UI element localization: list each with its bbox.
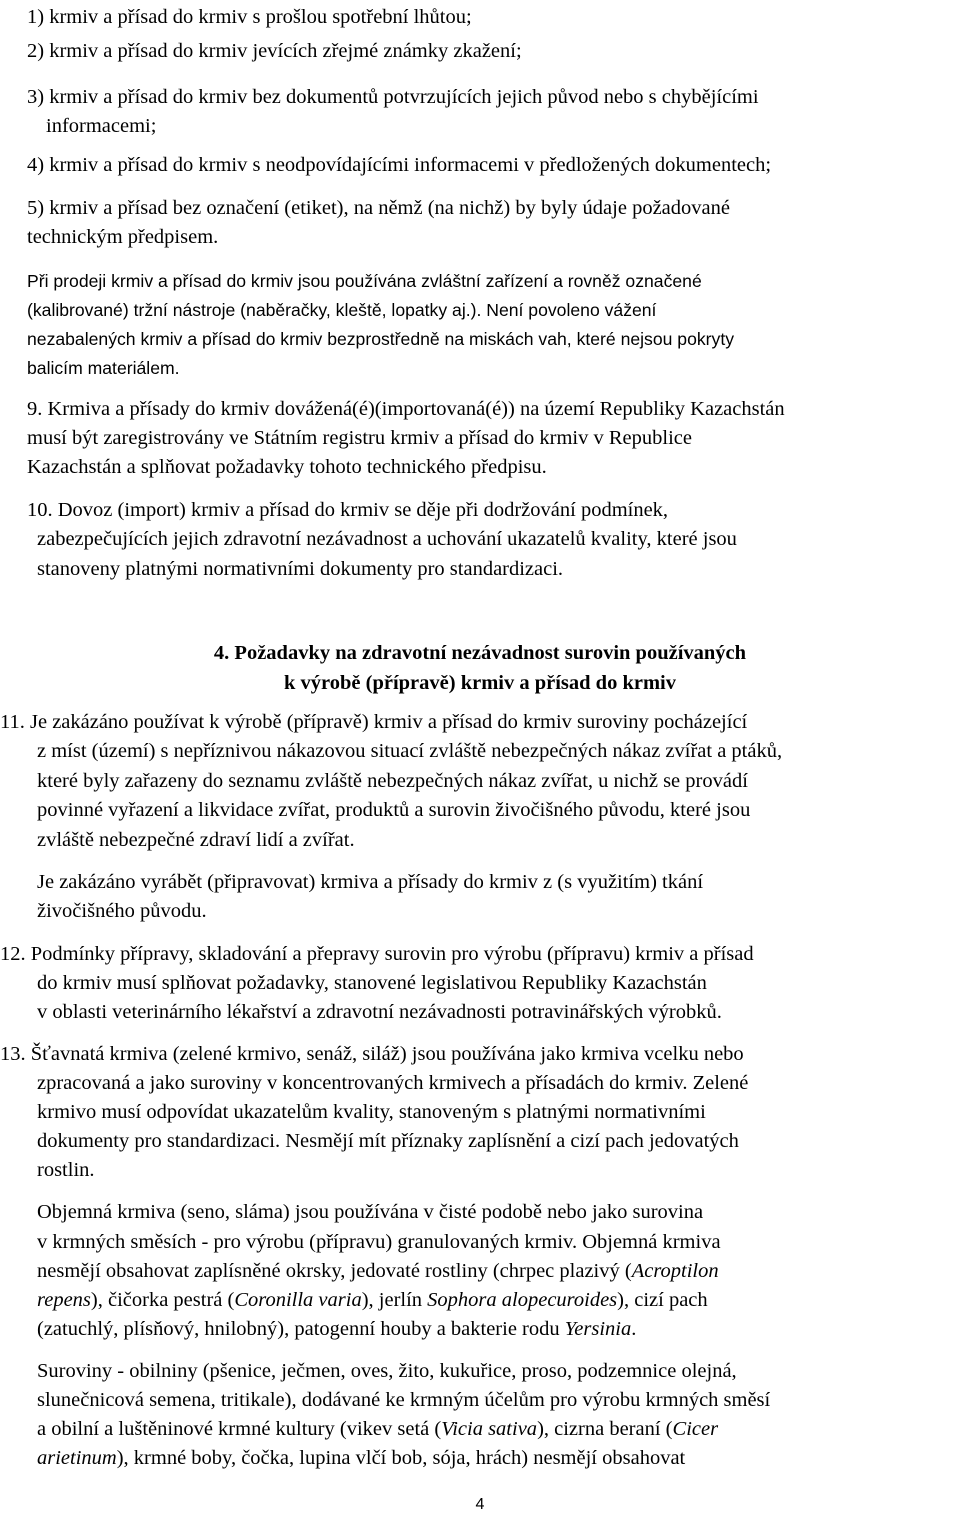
bulk-para-line-3-text: nesmějí obsahovat zaplísněné okrsky, jedovaté rostliny (chrpec plazivý ( [37, 1260, 632, 1282]
item-10-line-3: stanoveny platnými normativními dokumenty pro standardizaci. [37, 558, 564, 580]
sale-para-line-1: Při prodeji krmiv a přísad do krmiv jsou používána zvláštní zařízení a rovněž označené [27, 271, 702, 291]
page-number: 4 [475, 1496, 485, 1513]
bulk-para-line-1: Objemná krmiva (seno, sláma) jsou používána v čisté podobě nebo jako surovina [37, 1201, 704, 1223]
bulk-para-line-4-text-c: ), cizí pach [617, 1289, 708, 1311]
list-item-5-cont: technickým předpisem. [27, 226, 219, 248]
bulk-para-line-3 [37, 1257, 719, 1287]
item-11b-line-1: Je zakázáno vyrábět (připravovat) krmiva a přísady do krmiv z (s využitím) tkání [37, 871, 704, 893]
bulk-para-line-5-text: (zatuchlý, plísňový, hnilobný), patogenní houby a bakterie rodu [37, 1318, 565, 1340]
list-item-4: 4) krmiv a přísad do krmiv s neodpovídajícími informacemi v předložených dokumentech; [27, 154, 772, 176]
item-13-line-1: 13. Šťavnatá krmiva (zelené krmivo, senáž, siláž) jsou používána jako krmiva vcelku nebo [0, 1043, 744, 1065]
item-12-line-2: do krmiv musí splňovat požadavky, stanovené legislativou Republiky Kazachstán [37, 972, 707, 994]
species-cicer: Cicer [672, 1418, 719, 1440]
species-coronilla: Coronilla varia [234, 1289, 362, 1311]
item-9-line-3: Kazachstán a splňovat požadavky tohoto technického předpisu. [27, 456, 547, 478]
item-13-line-5: rostlin. [37, 1159, 95, 1181]
item-11-line-2: z míst (území) s nepříznivou nákazovou situací zvláště nebezpečných nákaz zvířat a ptáků, [37, 740, 783, 762]
item-13-line-3: krmivo musí odpovídat ukazatelům kvality, stanoveným s platnými normativními [37, 1101, 706, 1123]
raw-para-line-2: slunečnicová semena, tritikale), dodávané ke krmným účelům pro výrobu krmných směsí [37, 1389, 771, 1411]
item-13-line-2: zpracovaná a jako suroviny v koncentrovaných krmivech a přísadách do krmiv. Zelené [37, 1072, 749, 1094]
raw-para-line-3 [37, 1415, 718, 1445]
list-item-5: 5) krmiv a přísad bez označení (etiket), na němž (na nichž) by byly údaje požadované [27, 197, 730, 219]
item-10-line-1: 10. Dovoz (import) krmiv a přísad do krmiv se děje při dodržování podmínek, [27, 499, 669, 521]
item-12-line-1: 12. Podmínky přípravy, skladování a přepravy surovin pro výrobu (přípravu) krmiv a přísad [0, 943, 754, 965]
species-arietinum: arietinum [37, 1447, 117, 1469]
list-item-3-cont: informacemi; [46, 115, 157, 137]
species-sophora: Sophora alopecuroides [427, 1289, 618, 1311]
item-9-line-1: 9. Krmiva a přísady do krmiv dovážená(é)(importovaná(é)) na území Republiky Kazachstán [27, 398, 785, 420]
bulk-para-line-2: v krmných směsích - pro výrobu (přípravu) granulovaných krmiv. Objemná krmiva [37, 1231, 721, 1253]
sale-para-line-2: (kalibrované) tržní nástroje (naběračky, kleště, lopatky aj.). Není povoleno vážení [27, 300, 657, 320]
sale-para-line-4: balicím materiálem. [27, 358, 180, 378]
item-13-line-4: dokumenty pro standardizaci. Nesmějí mít příznaky zaplísnění a cizí pach jedovatých [37, 1130, 739, 1152]
item-9-line-2: musí být zaregistrovány ve Státním registru krmiv a přísad do krmiv v Republice [27, 427, 692, 449]
raw-para-line-4-text: ), krmné boby, čočka, lupina vlčí bob, sója, hrách) nesmějí obsahovat [116, 1447, 686, 1469]
bulk-para-line-5 [37, 1315, 636, 1345]
species-acroptilon: Acroptilon [631, 1260, 719, 1282]
bulk-para-line-4 [37, 1286, 708, 1316]
bulk-para-line-5-end: . [631, 1318, 637, 1340]
genus-yersinia: Yersinia [564, 1318, 632, 1340]
section-heading-line-2: k výrobě (přípravě) krmiv a přísad do krmiv [284, 672, 676, 694]
section-heading-line-1: 4. Požadavky na zdravotní nezávadnost surovin používaných [213, 642, 747, 664]
item-11-line-1: 11. Je zakázáno používat k výrobě (přípravě) krmiv a přísad do krmiv suroviny pocházející [0, 711, 748, 733]
list-item-2: 2) krmiv a přísad do krmiv jevících zřejmé známky zkažení; [27, 40, 522, 62]
list-item-1: 1) krmiv a přísad do krmiv s prošlou spotřební lhůtou; [27, 6, 472, 28]
sale-para-line-3: nezabalených krmiv a přísad do krmiv bezprostředně na miskách vah, které nejsou pokryty [27, 329, 735, 349]
item-12-line-3: v oblasti veterinárního lékařství a zdravotní nezávadnosti potravinářských výrobků. [37, 1001, 722, 1023]
item-11-line-5: zvláště nebezpečné zdraví lidí a zvířat. [37, 829, 355, 851]
raw-para-line-3-text-b: ), cizrna beraní ( [537, 1418, 673, 1440]
item-10-line-2: zabezpečujících jejich zdravotní nezávadnost a uchování ukazatelů kvality, které jsou [37, 528, 737, 550]
species-vicia: Vicia sativa [441, 1418, 538, 1440]
item-11-line-3: které byly zařazeny do seznamu zvláště nebezpečných nákaz zvířat, u nichž se provádí [37, 770, 748, 792]
bulk-para-line-4-text-b: ), jerlín [361, 1289, 428, 1311]
item-11b-line-2: živočišného původu. [37, 900, 207, 922]
raw-para-line-3-text-a: a obilní a luštěninové krmné kultury (vikev setá ( [37, 1418, 442, 1440]
bulk-para-line-4-text-a: ), čičorka pestrá ( [90, 1289, 235, 1311]
item-11-line-4: povinné vyřazení a likvidace zvířat, produktů a surovin živočišného původu, které jsou [37, 799, 751, 821]
species-repens: repens [37, 1289, 91, 1311]
raw-para-line-1: Suroviny - obilniny (pšenice, ječmen, oves, žito, kukuřice, proso, podzemnice olejná, [37, 1360, 737, 1382]
raw-para-line-4 [37, 1444, 685, 1474]
list-item-3: 3) krmiv a přísad do krmiv bez dokumentů potvrzujících jejich původ nebo s chybějícími [27, 86, 759, 108]
